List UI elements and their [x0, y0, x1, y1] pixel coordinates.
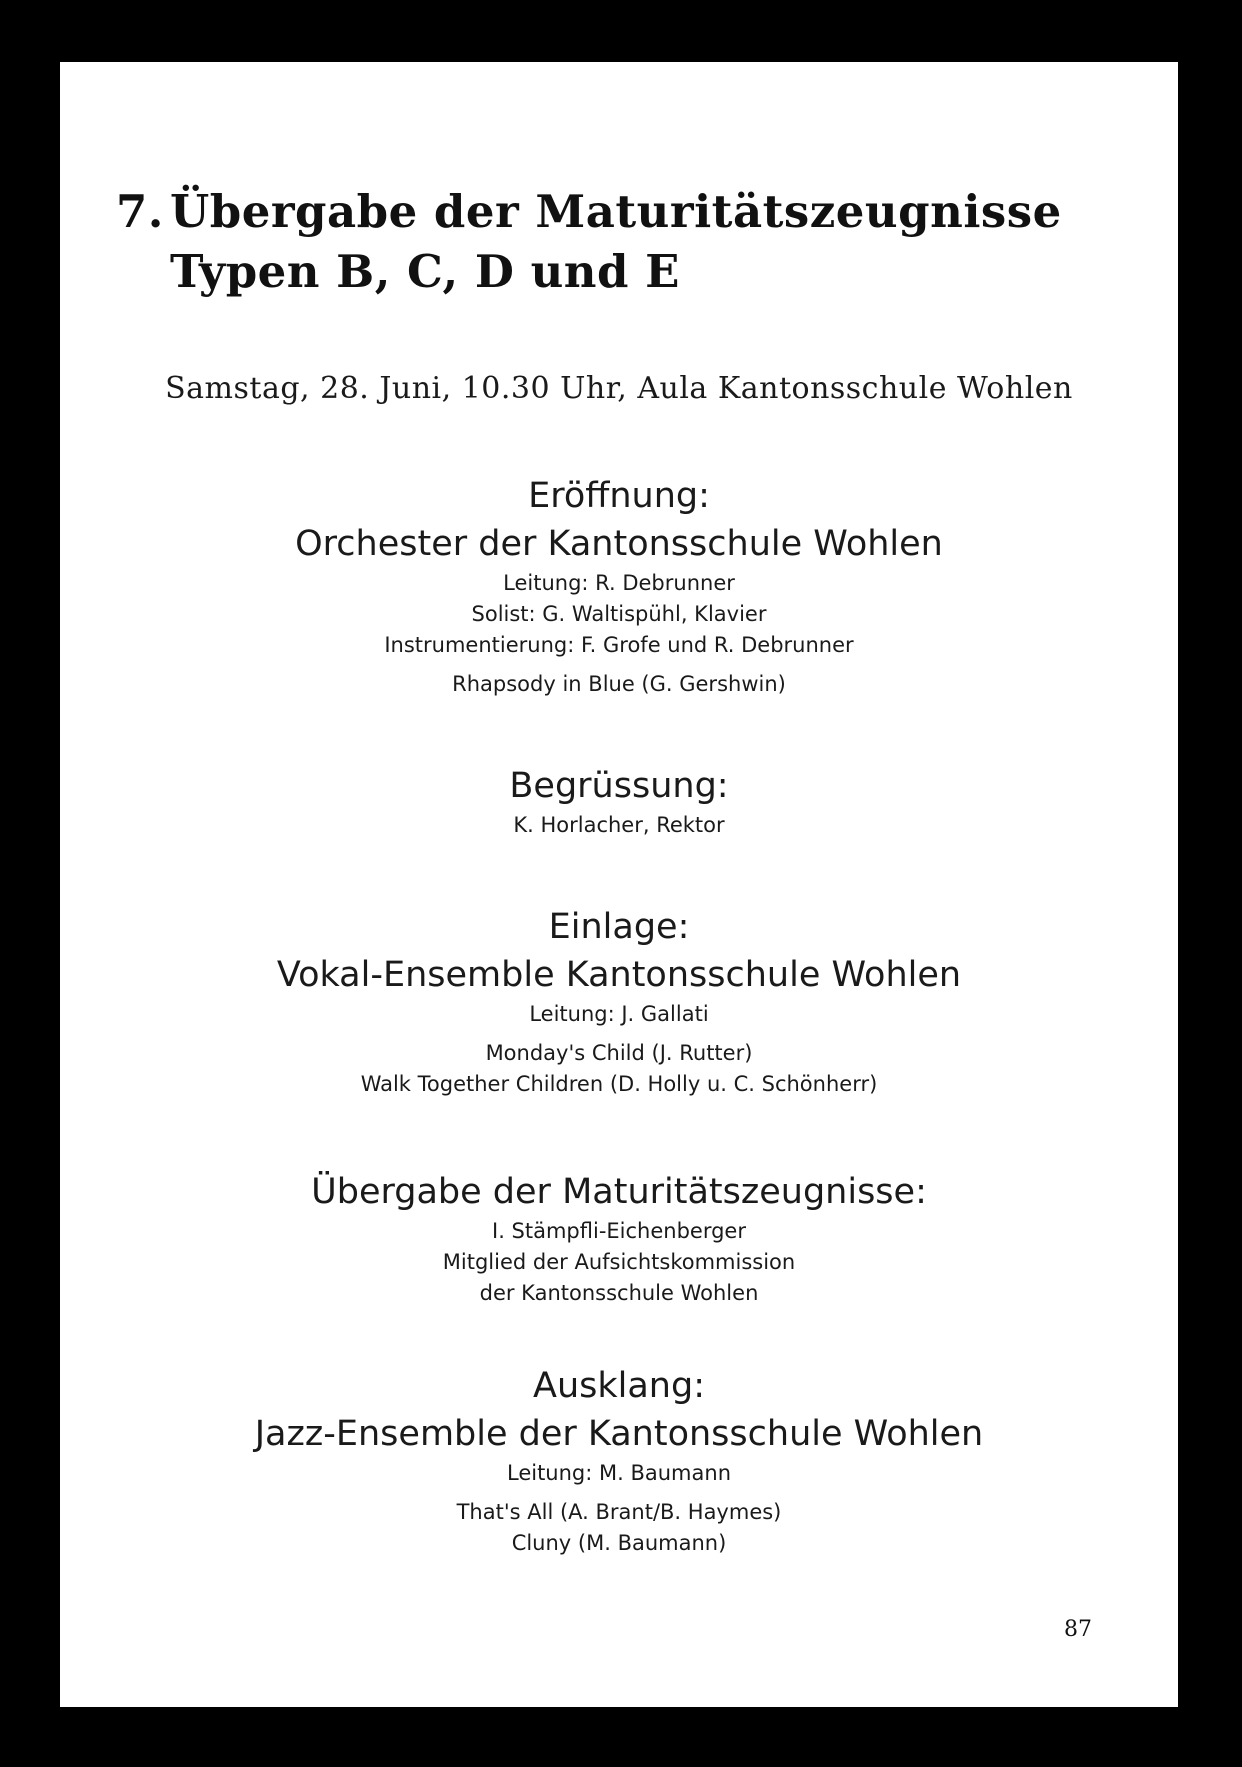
title-number: 7.	[116, 185, 164, 238]
handover-heading: Übergabe der Maturitätszeugnisse:	[311, 1172, 927, 1212]
section-welcome	[60, 762, 1178, 841]
closing-line: Leitung: M. Baumann	[506, 1461, 732, 1485]
opening-line: Solist: G. Waltispühl, Klavier	[471, 602, 767, 626]
handover-line: I. Stämpfli-Eichenberger	[492, 1219, 746, 1243]
section-handover	[60, 1168, 1178, 1309]
interlude-piece: Walk Together Children (D. Holly u. C. Schönherr)	[360, 1072, 878, 1096]
closing-subheading: Jazz-Ensemble der Kantonsschule Wohlen	[254, 1414, 984, 1454]
title-line-2: Typen B, C, D und E	[170, 245, 680, 298]
closing-piece: That's All (A. Brant/B. Haymes)	[456, 1500, 782, 1524]
interlude-piece: Monday's Child (J. Rutter)	[485, 1041, 753, 1065]
closing-piece: Cluny (M. Baumann)	[511, 1531, 727, 1555]
page-number: 87	[1064, 1617, 1092, 1642]
closing-heading: Ausklang:	[533, 1366, 705, 1406]
opening-line: Leitung: R. Debrunner	[503, 571, 735, 595]
page-title	[116, 182, 1062, 302]
title-line-1	[116, 182, 1062, 242]
welcome-heading: Begrüssung:	[509, 766, 729, 806]
opening-subheading: Orchester der Kantonsschule Wohlen	[295, 524, 943, 564]
event-date-line: Samstag, 28. Juni, 10.30 Uhr, Aula Kantonsschule Wohlen	[165, 371, 1073, 406]
section-opening	[60, 472, 1178, 700]
interlude-line: Leitung: J. Gallati	[529, 1002, 709, 1026]
interlude-subheading: Vokal-Ensemble Kantonsschule Wohlen	[276, 955, 962, 995]
interlude-heading: Einlage:	[548, 907, 690, 947]
welcome-line: K. Horlacher, Rektor	[513, 813, 725, 837]
handover-line: Mitglied der Aufsichtskommission	[442, 1250, 796, 1274]
title-text-1: Übergabe der Maturitätszeugnisse	[170, 185, 1062, 238]
document-page	[60, 62, 1178, 1707]
opening-heading: Eröffnung:	[528, 476, 710, 516]
section-interlude	[60, 903, 1178, 1100]
handover-line: der Kantonsschule Wohlen	[479, 1281, 759, 1305]
section-closing	[60, 1362, 1178, 1559]
opening-piece: Rhapsody in Blue (G. Gershwin)	[452, 672, 786, 696]
opening-line: Instrumentierung: F. Grofe und R. Debrunner	[384, 633, 854, 657]
